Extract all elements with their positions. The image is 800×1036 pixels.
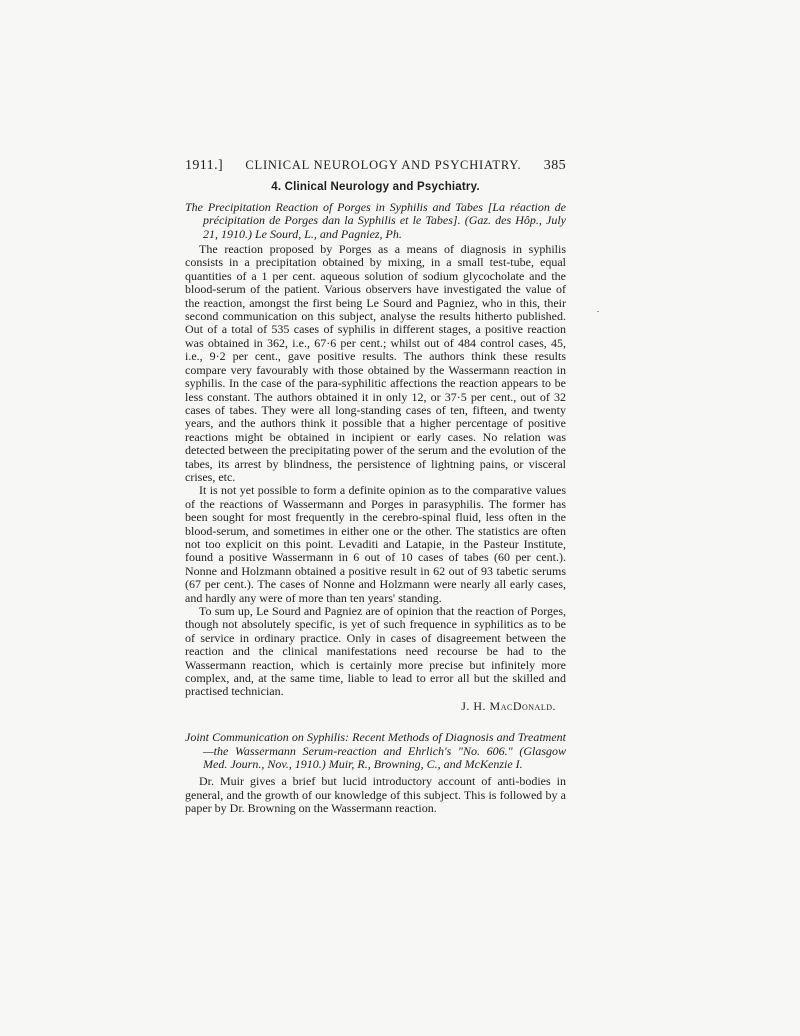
running-head-year: 1911.] — [185, 158, 224, 173]
article-1-authors: Le Sourd, L., and Pagniez, Ph. — [255, 226, 402, 241]
text-column — [185, 159, 566, 816]
running-head — [185, 159, 566, 172]
article-1-bracket-title: [La réaction de précipitation de Porges dan la Syphilis et le Tabes]. — [203, 199, 567, 228]
article-1-paragraph-1: The reaction proposed by Porges as a means of diagnosis in syphilis consists in a precipitation obtained by mixing, in a small test-tube, equal quantities of a 1 per cent. aqueous solution of sodium glycocholate and the blood-serum of the patient. Various observers have investigated the value of the reaction, amongst the first being Le Sourd and Pagniez, who in this, their second communication on this subject, analyse the results hitherto published. Out of a total of 535 cases of syphilis in different stages, a positive reaction was obtained in 362, i.e., 67·6 per cent.; whilst out of 484 control cases, 45, i.e., 9·2 per cent., gave positive results. The authors think these results compare very favourably with those obtained by the Wassermann reaction in syphilis. In the case of the para-syphilitic affections the reaction appears to be less constant. The authors obtained it in only 12, or 37·5 per cent., out of 32 cases of tabes. They were all long-standing cases of ten, fifteen, and twenty years, and the authors think it possible that a higher percentage of positive reactions might be obtained in incipient or early cases. No relation was detected between the precipitating power of the serum and the evolution of the tabes, its arrest by blindness, the persistence of lightning pains, or visceral crises, etc. — [185, 242, 566, 484]
margin-speck — [597, 311, 599, 312]
article-2-title: Joint Communication on Syphilis: Recent Methods of Diagnosis and Treatment—the Wassermann Serum-reaction and Ehrlich's "No. 606." — [185, 730, 566, 758]
article-1-paragraph-2: It is not yet possible to form a definite opinion as to the comparative values of the reactions of Wassermann and Porges in parasyphilis. The former has been sought for most frequently in the cerebro-spinal fluid, less often in the blood-serum, and sometimes in either one or the other. The statistics are often not too explicit on this point. Levaditi and Latapie, in the Pasteur Institute, found a positive Wassermann in 6 out of 10 cases of tabes (60 per cent.). Nonne and Holzmann obtained a positive result in 62 out of 93 tabetic serums (67 per cent.). The cases of Nonne and Holzmann were nearly all early cases, and hardly any were of more than ten years' standing. — [185, 483, 566, 605]
article-separator — [185, 713, 566, 731]
article-1-title: The Precipitation Reaction of Porges in Syphilis and Tabes — [185, 199, 483, 214]
article-1-citation: (Gaz. des Hôp., July 21, 1910.) — [203, 213, 566, 241]
article-1-signature: J. H. MacDonald. — [461, 698, 556, 713]
article-2-heading — [185, 731, 566, 771]
article-1-paragraph-3: To sum up, Le Sourd and Pagniez are of opinion that the reaction of Porges, though not absolutely specific, is yet of such frequence in syphilitics as to be of service in ordinary practice. Only in cases of disagreement between the reaction and the clinical manifestations need recourse be had to the Wassermann reaction, which is certainly more precise but infinitely more complex, and, at the same time, liable to lead to error all but the skilled and practised technician. — [185, 604, 566, 699]
section-title: 4. Clinical Neurology and Psychiatry. — [271, 181, 480, 194]
article-2-paragraph-1: Dr. Muir gives a brief but lucid introductory account of anti-bodies in general, and the growth of our knowledge of this subject. This is followed by a paper by Dr. Browning on the Wassermann reaction. — [185, 774, 566, 816]
page-number: 385 — [543, 158, 566, 173]
running-head-title: CLINICAL NEUROLOGY AND PSYCHIATRY. — [245, 158, 522, 172]
article-1-heading — [185, 201, 566, 241]
article-2-citation: (Glasgow Med. Journ., Nov., 1910.) — [203, 743, 566, 772]
article-2-authors: Muir, R., Browning, C., and McKenzie I. — [328, 757, 523, 772]
